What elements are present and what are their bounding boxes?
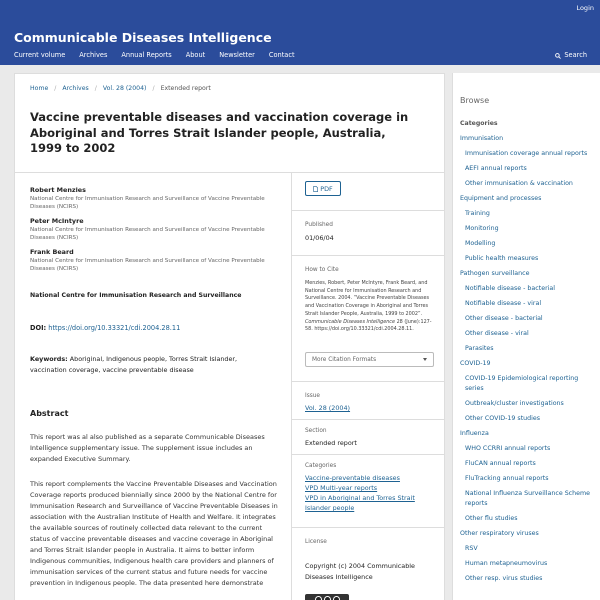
- nav-contact[interactable]: Contact: [268, 51, 295, 59]
- sidebar-subcategory[interactable]: National Influenza Surveillance Scheme reports: [465, 490, 591, 507]
- sidebar-subcategory[interactable]: Public health measures: [465, 255, 539, 262]
- sidebar-subcategory[interactable]: Human metapneumovirus: [465, 560, 548, 567]
- section-value: Extended report: [305, 439, 357, 447]
- sidebar-categories-label: Categories: [460, 120, 498, 127]
- section-label: Section: [305, 428, 327, 434]
- author: [30, 217, 270, 242]
- pdf-label: PDF: [320, 184, 333, 193]
- breadcrumb-current: Extended report: [160, 85, 211, 92]
- citation-formats-dropdown[interactable]: [305, 352, 434, 367]
- nav-current-volume[interactable]: Current volume: [14, 51, 66, 59]
- breadcrumb-separator: /: [94, 85, 97, 92]
- column-divider: [291, 173, 292, 600]
- published-label: Published: [305, 222, 333, 228]
- divider: [292, 454, 445, 455]
- sidebar-subcategory[interactable]: Other disease - viral: [465, 330, 529, 337]
- keywords-label: Keywords:: [30, 355, 68, 363]
- doi-link[interactable]: https://doi.org/10.33321/cdi.2004.28.11: [48, 324, 181, 332]
- author-name: Frank Beard: [30, 248, 74, 256]
- by-icon: [324, 596, 331, 600]
- sidebar-subcategory[interactable]: Other flu studies: [465, 515, 518, 522]
- abstract-heading: Abstract: [30, 409, 69, 418]
- citation-tail: 28 (June):127-58. https://doi.org/10.33321/cdi.2004.28.11.: [305, 318, 432, 333]
- sidebar: [452, 73, 600, 600]
- site-title[interactable]: Communicable Diseases Intelligence: [14, 30, 272, 45]
- sidebar-subcategory[interactable]: Notifiable disease - bacterial: [465, 285, 556, 292]
- sidebar-subcategory[interactable]: COVID-19 Epidemiological reporting series: [465, 375, 579, 392]
- breadcrumb-home[interactable]: Home: [30, 85, 49, 92]
- issue-link[interactable]: Vol. 28 (2004): [305, 404, 351, 412]
- sidebar-subcategory[interactable]: Monitoring: [465, 225, 499, 232]
- sidebar-subcategory[interactable]: FluCAN annual reports: [465, 460, 536, 467]
- citation-body: Menzies, Robert, Peter McIntyre, Frank Beard, and National Centre for Immunisation Research and Surveillance. 2004. “Vaccine Preventable Diseases and Vaccination Coverage in Aboriginal and Torres Strait Islander People, Australia, 1999 to 2002”.: [305, 280, 430, 317]
- file-icon: [313, 186, 318, 192]
- nav-annual-reports[interactable]: Annual Reports: [121, 51, 172, 59]
- issue-label: Issue: [305, 393, 320, 399]
- chevron-down-icon: [423, 358, 427, 361]
- sidebar-category[interactable]: Immunisation: [460, 135, 504, 142]
- divider: [292, 255, 445, 256]
- sidebar-subcategory[interactable]: Other COVID-19 studies: [465, 415, 541, 422]
- license-label: License: [305, 539, 327, 545]
- main-nav: [14, 51, 309, 60]
- sidebar-subcategory[interactable]: Other resp. virus studies: [465, 575, 543, 582]
- sidebar-subcategory[interactable]: RSV: [465, 545, 478, 552]
- breadcrumb-separator: /: [152, 85, 155, 92]
- sidebar-subcategory[interactable]: Parasites: [465, 345, 494, 352]
- sidebar-category[interactable]: Equipment and processes: [460, 195, 542, 202]
- doi: [30, 324, 180, 332]
- breadcrumb: [30, 85, 211, 92]
- category-list: [460, 134, 598, 589]
- divider: [292, 210, 445, 211]
- divider: [292, 419, 445, 420]
- abstract-paragraph: This report complements the Vaccine Preventable Diseases and Vaccination Coverage reports produced biennially since 2000 by the National Centre for Immunisation Research and Surveillance of Vaccine Preventable Diseases in association with the Australian Institute of Health and Welfare. It integrates the available sources of routinely collected data relevant to the current status of vaccine preventable diseases and vaccine coverage in Aboriginal and Torres Strait Islander people in Australia. It aims to better inform Indigenous communities, Indigenous health care providers and planners of immunisation services of the current status and future needs for vaccine prevention in Indigenous people. The data presented here demonstrate: [30, 480, 278, 587]
- article-card: [14, 73, 445, 600]
- sidebar-category[interactable]: Other respiratory viruses: [460, 530, 539, 537]
- category-link[interactable]: VPD Multi-year reports: [305, 484, 378, 492]
- sidebar-category[interactable]: COVID-19: [460, 360, 491, 367]
- browse-heading: Browse: [460, 96, 490, 105]
- cc-icon: [315, 596, 322, 600]
- cite-label: How to Cite: [305, 267, 339, 273]
- author-affiliation: National Centre for Immunisation Research and Surveillance of Vaccine Preventable Diseases (NCIRS): [30, 196, 265, 210]
- citation-journal: Communicable Diseases Intelligence: [305, 318, 395, 325]
- author: [30, 248, 270, 273]
- sidebar-subcategory[interactable]: Outbreak/cluster investigations: [465, 400, 564, 407]
- search-link[interactable]: [555, 51, 587, 60]
- nav-about[interactable]: About: [185, 51, 206, 59]
- author-affiliation: National Centre for Immunisation Research and Surveillance of Vaccine Preventable Diseases (NCIRS): [30, 227, 265, 241]
- organisation-author: National Centre for Immunisation Research and Surveillance: [30, 292, 242, 299]
- divider: [15, 172, 445, 173]
- author-name: Robert Menzies: [30, 186, 86, 194]
- author-list: [30, 186, 270, 279]
- doi-label: DOI:: [30, 324, 47, 332]
- nav-archives[interactable]: Archives: [79, 51, 108, 59]
- divider: [292, 527, 445, 528]
- article-title: Vaccine preventable diseases and vaccination coverage in Aboriginal and Torres Strait Islander people, Australia, 1999 to 2002: [30, 110, 409, 155]
- license-text: Copyright (c) 2004 Communicable Diseases Intelligence: [305, 562, 415, 581]
- category-link[interactable]: VPD in Aboriginal and Torres Strait Islander people: [305, 494, 415, 512]
- breadcrumb-archives[interactable]: Archives: [62, 85, 89, 92]
- search-icon: [555, 53, 561, 59]
- categories-label: Categories: [305, 463, 337, 469]
- sidebar-subcategory[interactable]: Other disease - bacterial: [465, 315, 543, 322]
- sidebar-category[interactable]: Pathogen surveillance: [460, 270, 530, 277]
- keywords: [30, 354, 270, 376]
- author-name: Peter McIntyre: [30, 217, 84, 225]
- site-header: [0, 0, 600, 65]
- category-link[interactable]: Vaccine-preventable diseases: [305, 474, 400, 482]
- sidebar-subcategory[interactable]: Immunisation coverage annual reports: [465, 150, 588, 157]
- nc-icon: [333, 596, 340, 600]
- creative-commons-badge[interactable]: [305, 594, 349, 600]
- author: [30, 186, 270, 211]
- sidebar-subcategory[interactable]: AEFI annual reports: [465, 165, 527, 172]
- pdf-button[interactable]: [305, 181, 341, 196]
- sidebar-subcategory[interactable]: Notifiable disease - viral: [465, 300, 542, 307]
- keywords-value: Aboriginal, Indigenous people, Torres Strait Islander, vaccination coverage, vaccine preventable disease: [30, 355, 238, 374]
- sidebar-subcategory[interactable]: WHO CCRRI annual reports: [465, 445, 551, 452]
- sidebar-subcategory[interactable]: FluTracking annual reports: [465, 475, 549, 482]
- search-label: Search: [564, 51, 587, 59]
- citation-text: [305, 280, 433, 334]
- published-date: 01/06/04: [305, 234, 334, 242]
- sidebar-subcategory[interactable]: Modelling: [465, 240, 496, 247]
- sidebar-subcategory[interactable]: Training: [465, 210, 490, 217]
- login-link[interactable]: Login: [576, 4, 594, 12]
- sidebar-category[interactable]: Influenza: [460, 430, 489, 437]
- citation-formats-label: More Citation Formats: [312, 356, 377, 363]
- divider: [292, 381, 445, 382]
- sidebar-subcategory[interactable]: Other immunisation & vaccination: [465, 180, 573, 187]
- nav-newsletter[interactable]: Newsletter: [219, 51, 255, 59]
- breadcrumb-separator: /: [54, 85, 57, 92]
- abstract-paragraph: This report was al also published as a separate Communicable Diseases Intelligence supplementary issue. The supplement issue includes an expanded Executive Summary.: [30, 433, 265, 463]
- author-affiliation: National Centre for Immunisation Research and Surveillance of Vaccine Preventable Diseases (NCIRS): [30, 258, 265, 272]
- breadcrumb-volume[interactable]: Vol. 28 (2004): [102, 85, 147, 92]
